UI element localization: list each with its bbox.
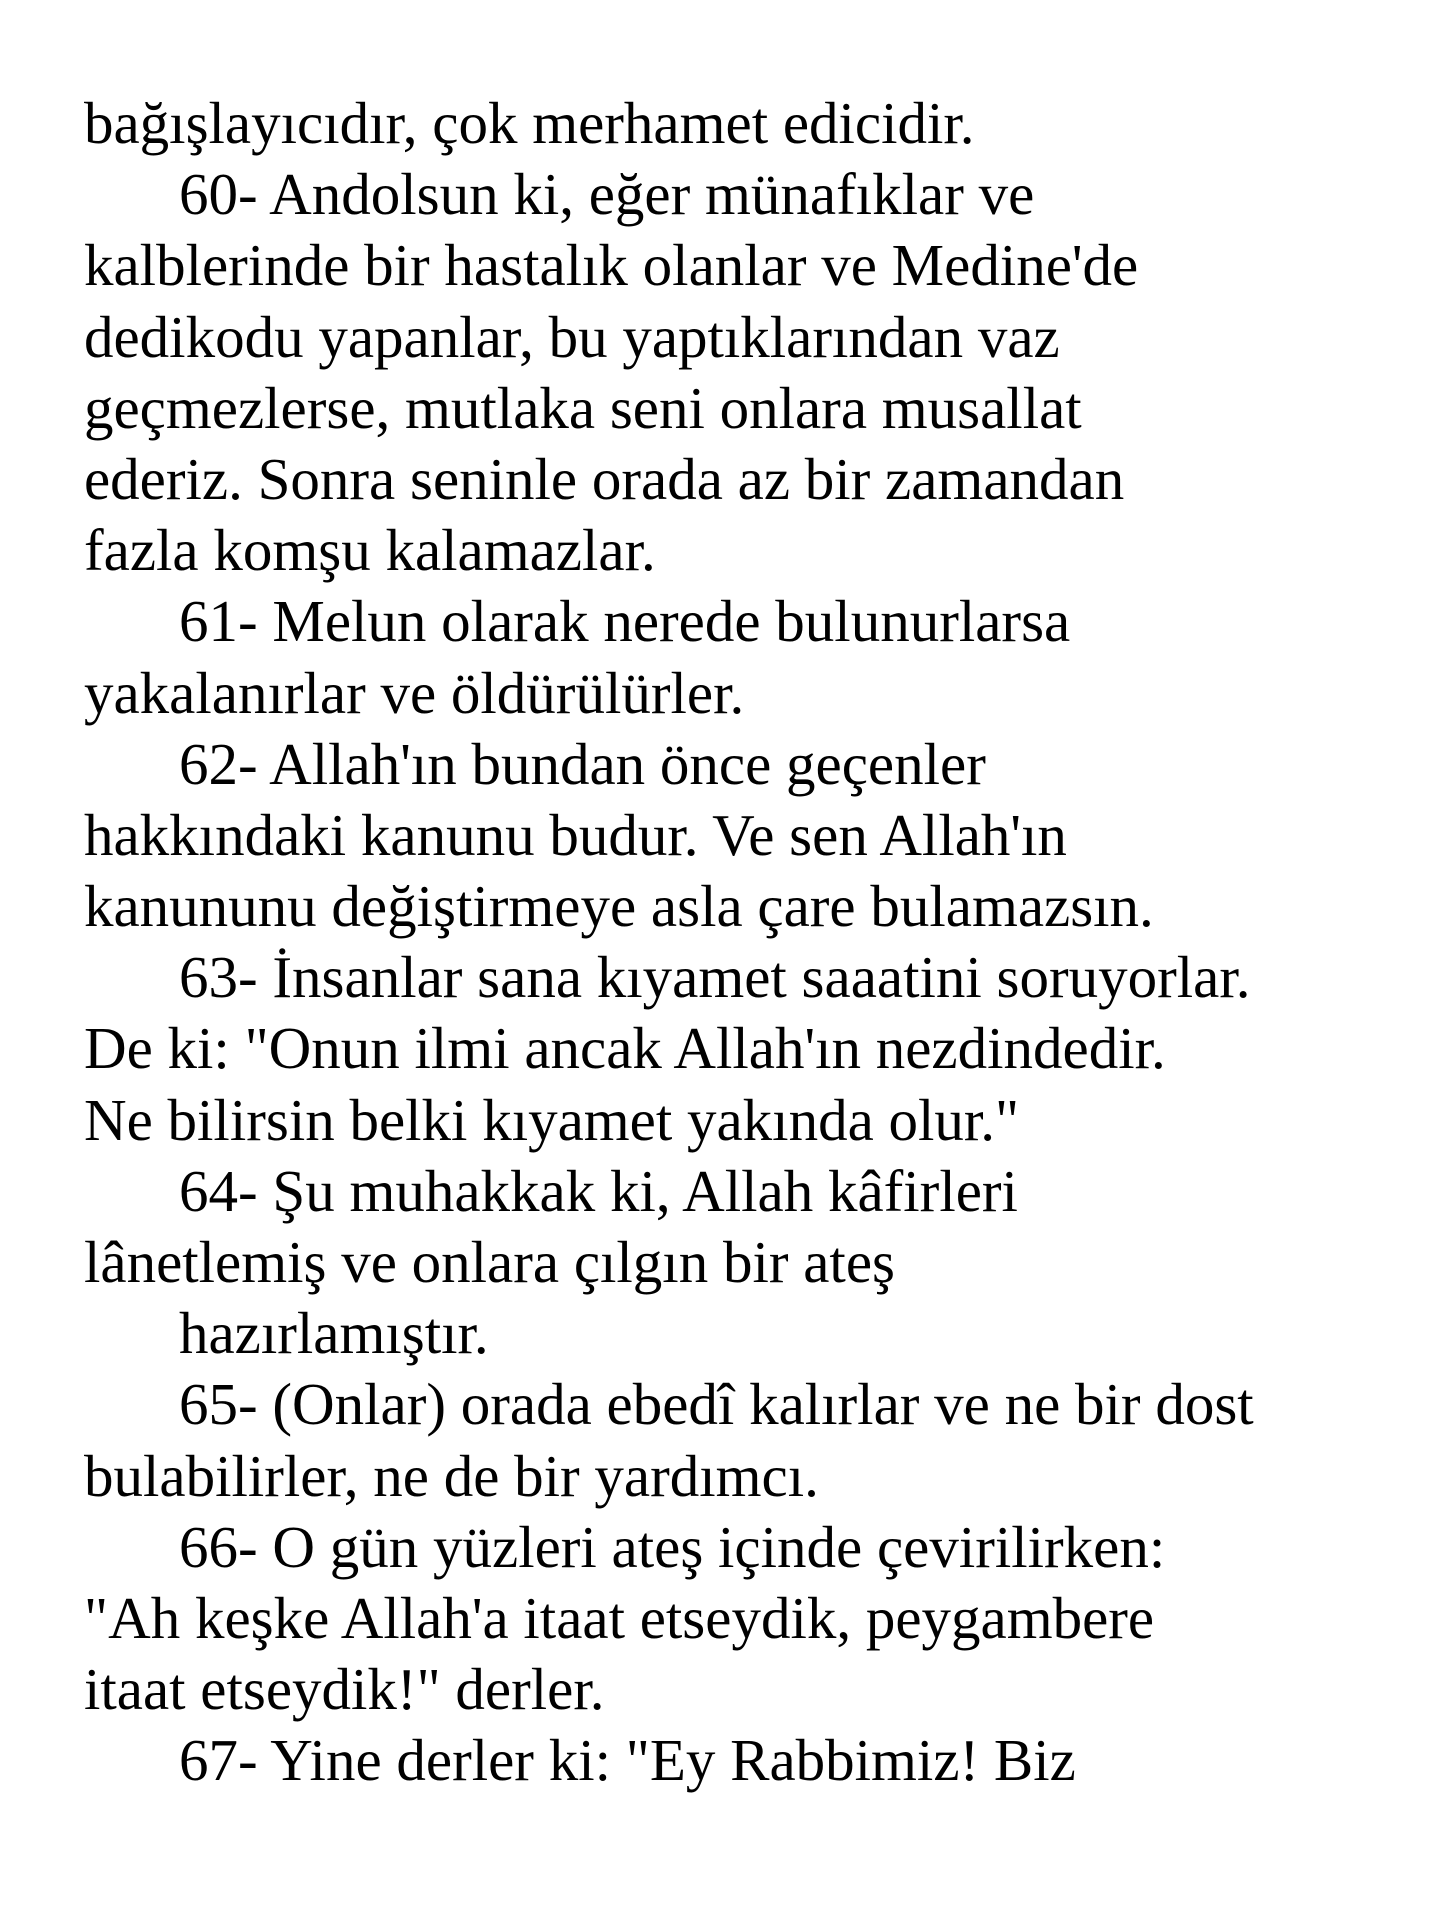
body-text [84,88,1414,1797]
text-line: bağışlayıcıdır, çok merhamet edicidir. [84,90,975,156]
text-line: kanununu değiştirmeye asla çare bulamazsın. [84,873,1154,940]
text-line: yakalanırlar ve öldürülürler. [84,659,745,726]
text-line: De ki: "Onun ilmi ancak Allah'ın nezdindedir. [84,1015,1166,1082]
text-line: 61- Melun olarak nerede bulunurlarsa [179,588,1071,655]
text-line: bulabilirler, ne de bir yardımcı. [84,1442,819,1509]
text-line: 67- Yine derler ki: "Ey Rabbimiz! Biz [179,1727,1076,1794]
text-line: itaat etseydik!" derler. [84,1656,605,1723]
text-line: fazla komşu kalamazlar. [84,517,656,584]
text-line: kalblerinde bir hastalık olanlar ve Medine'de [84,232,1139,299]
text-line: 64- Şu muhakkak ki, Allah kâfirleri [179,1157,1018,1224]
text-line: 66- O gün yüzleri ateş içinde çevirilirken: [179,1513,1166,1580]
text-line: 63- İnsanlar sana kıyamet saaatini soruyorlar. [179,944,1251,1011]
text-line: Ne bilirsin belki kıyamet yakında olur." [84,1086,1020,1153]
text-line: 65- (Onlar) orada ebedî kalırlar ve ne bir dost [179,1371,1254,1438]
text-line: ederiz. Sonra seninle orada az bir zamandan [84,445,1125,512]
text-line: lânetlemiş ve onlara çılgın bir ateş [84,1229,895,1295]
text-line: hakkındaki kanunu budur. Ve sen Allah'ın [84,801,1067,868]
text-line: "Ah keşke Allah'a itaat etseydik, peygambere [84,1584,1155,1651]
text-line: geçmezlerse, mutlaka seni onlara musallat [84,374,1082,441]
text-line: 60- Andolsun ki, eğer münafıklar ve [179,161,1035,228]
text-line: dedikodu yapanlar, bu yaptıklarından vaz [84,303,1060,370]
text-line: 62- Allah'ın bundan önce geçenler [179,730,986,797]
text-line: hazırlamıştır. [179,1300,489,1367]
